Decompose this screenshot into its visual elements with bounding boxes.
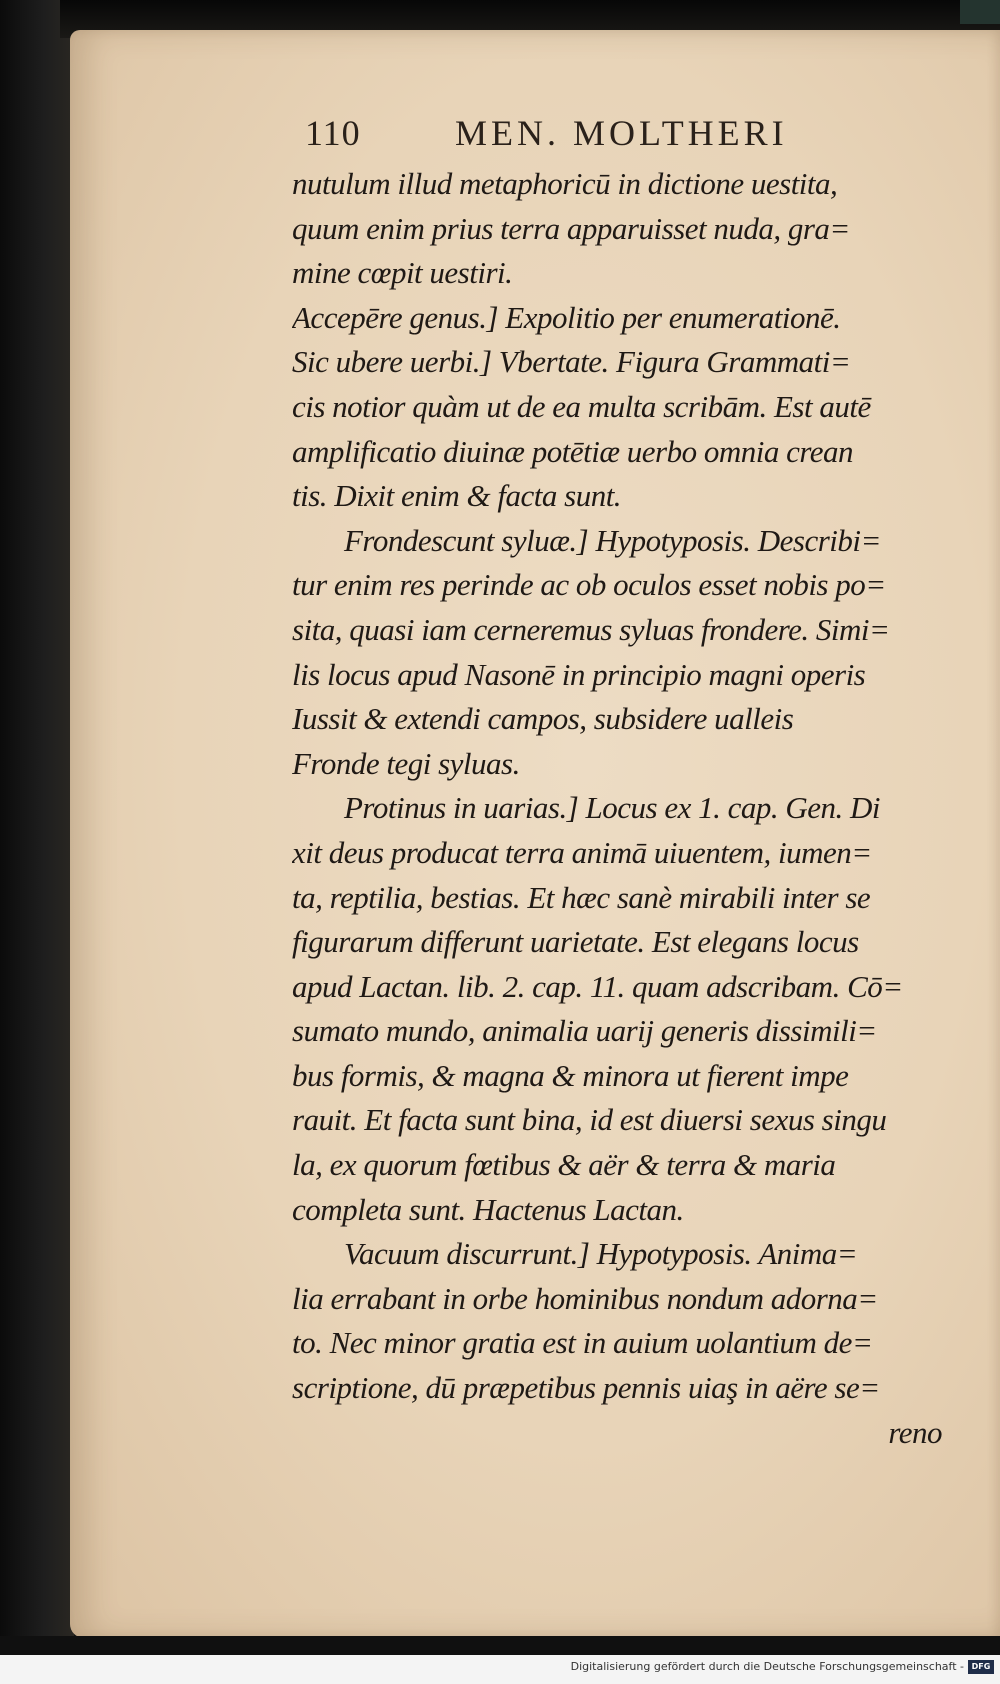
binding-shadow xyxy=(0,0,74,1655)
text-line: sumato mundo, animalia uarij generis dissimili= xyxy=(292,1013,877,1049)
text-line: amplificatio diuinæ potētiæ uerbo omnia crean xyxy=(292,433,854,469)
text-line: apud Lactan. lib. 2. cap. 11. quam adscribam. Cō= xyxy=(292,968,903,1004)
text-line: Vacuum discurrunt.] Hypotyposis. Anima= xyxy=(344,1236,858,1272)
text-line: Sic ubere uerbi.] Vbertate. Figura Grammati= xyxy=(292,344,851,380)
text-line: tur enim res perinde ac ob oculos esset nobis po= xyxy=(292,567,886,603)
catchword: reno xyxy=(888,1414,942,1450)
text-line: Protinus in uarias.] Locus ex 1. cap. Gen. Di xyxy=(344,790,881,826)
text-line: scriptione, dū præpetibus pennis uiaş in aëre se= xyxy=(292,1370,880,1406)
text-line: sita, quasi iam cerneremus syluas frondere. Simi= xyxy=(292,611,890,647)
text-line: la, ex quorum fœtibus & aër & terra & maria xyxy=(292,1147,836,1183)
text-line: cis notior quàm ut de ea multa scribām. Est autē xyxy=(292,388,871,424)
text-line: completa sunt. Hactenus Lactan. xyxy=(292,1191,684,1227)
bottom-edge-shadow xyxy=(0,1636,1000,1655)
text-block xyxy=(292,162,952,1455)
text-line: bus formis, & magna & minora ut fierent impe xyxy=(292,1057,849,1093)
text-line: rauit. Et facta sunt bina, id est diuersi sexus singu xyxy=(292,1102,887,1138)
text-line: figurarum differunt uarietate. Est elegans locus xyxy=(292,924,859,960)
text-line: quum enim prius terra apparuisset nuda, gra= xyxy=(292,210,850,246)
digitization-note: Digitalisierung gefördert durch die Deutsche Forschungsgemeinschaft - xyxy=(570,1660,964,1673)
dfg-logo: DFG xyxy=(968,1660,994,1674)
text-line: ta, reptilia, bestias. Et hæc sanè mirabili inter se xyxy=(292,879,871,915)
text-line: to. Nec minor gratia est in auium uolantium de= xyxy=(292,1325,873,1361)
text-line: xit deus producat terra animā uiuentem, iumen= xyxy=(292,834,872,870)
running-head: MEN. MOLTHERI xyxy=(455,113,788,153)
text-line: Iussit & extendi campos, subsidere ualleis xyxy=(292,701,794,737)
text-line: tis. Dixit enim & facta sunt. xyxy=(292,478,622,514)
text-line: lis locus apud Nasonē in principio magni operis xyxy=(292,656,866,692)
page-header xyxy=(305,112,905,162)
text-line: Frondescunt syluæ.] Hypotyposis. Describi= xyxy=(344,522,881,558)
text-line: mine cœpit uestiri. xyxy=(292,255,513,291)
cover-corner xyxy=(960,0,1000,24)
page-number: 110 xyxy=(305,113,361,153)
text-line: Fronde tegi syluas. xyxy=(292,745,520,781)
text-line: nutulum illud metaphoricū in dictione uestita, xyxy=(292,166,838,201)
text-line: lia errabant in orbe hominibus nondum adorna= xyxy=(292,1280,878,1316)
text-line: Accepēre genus.] Expolitio per enumerationē. xyxy=(292,299,841,335)
